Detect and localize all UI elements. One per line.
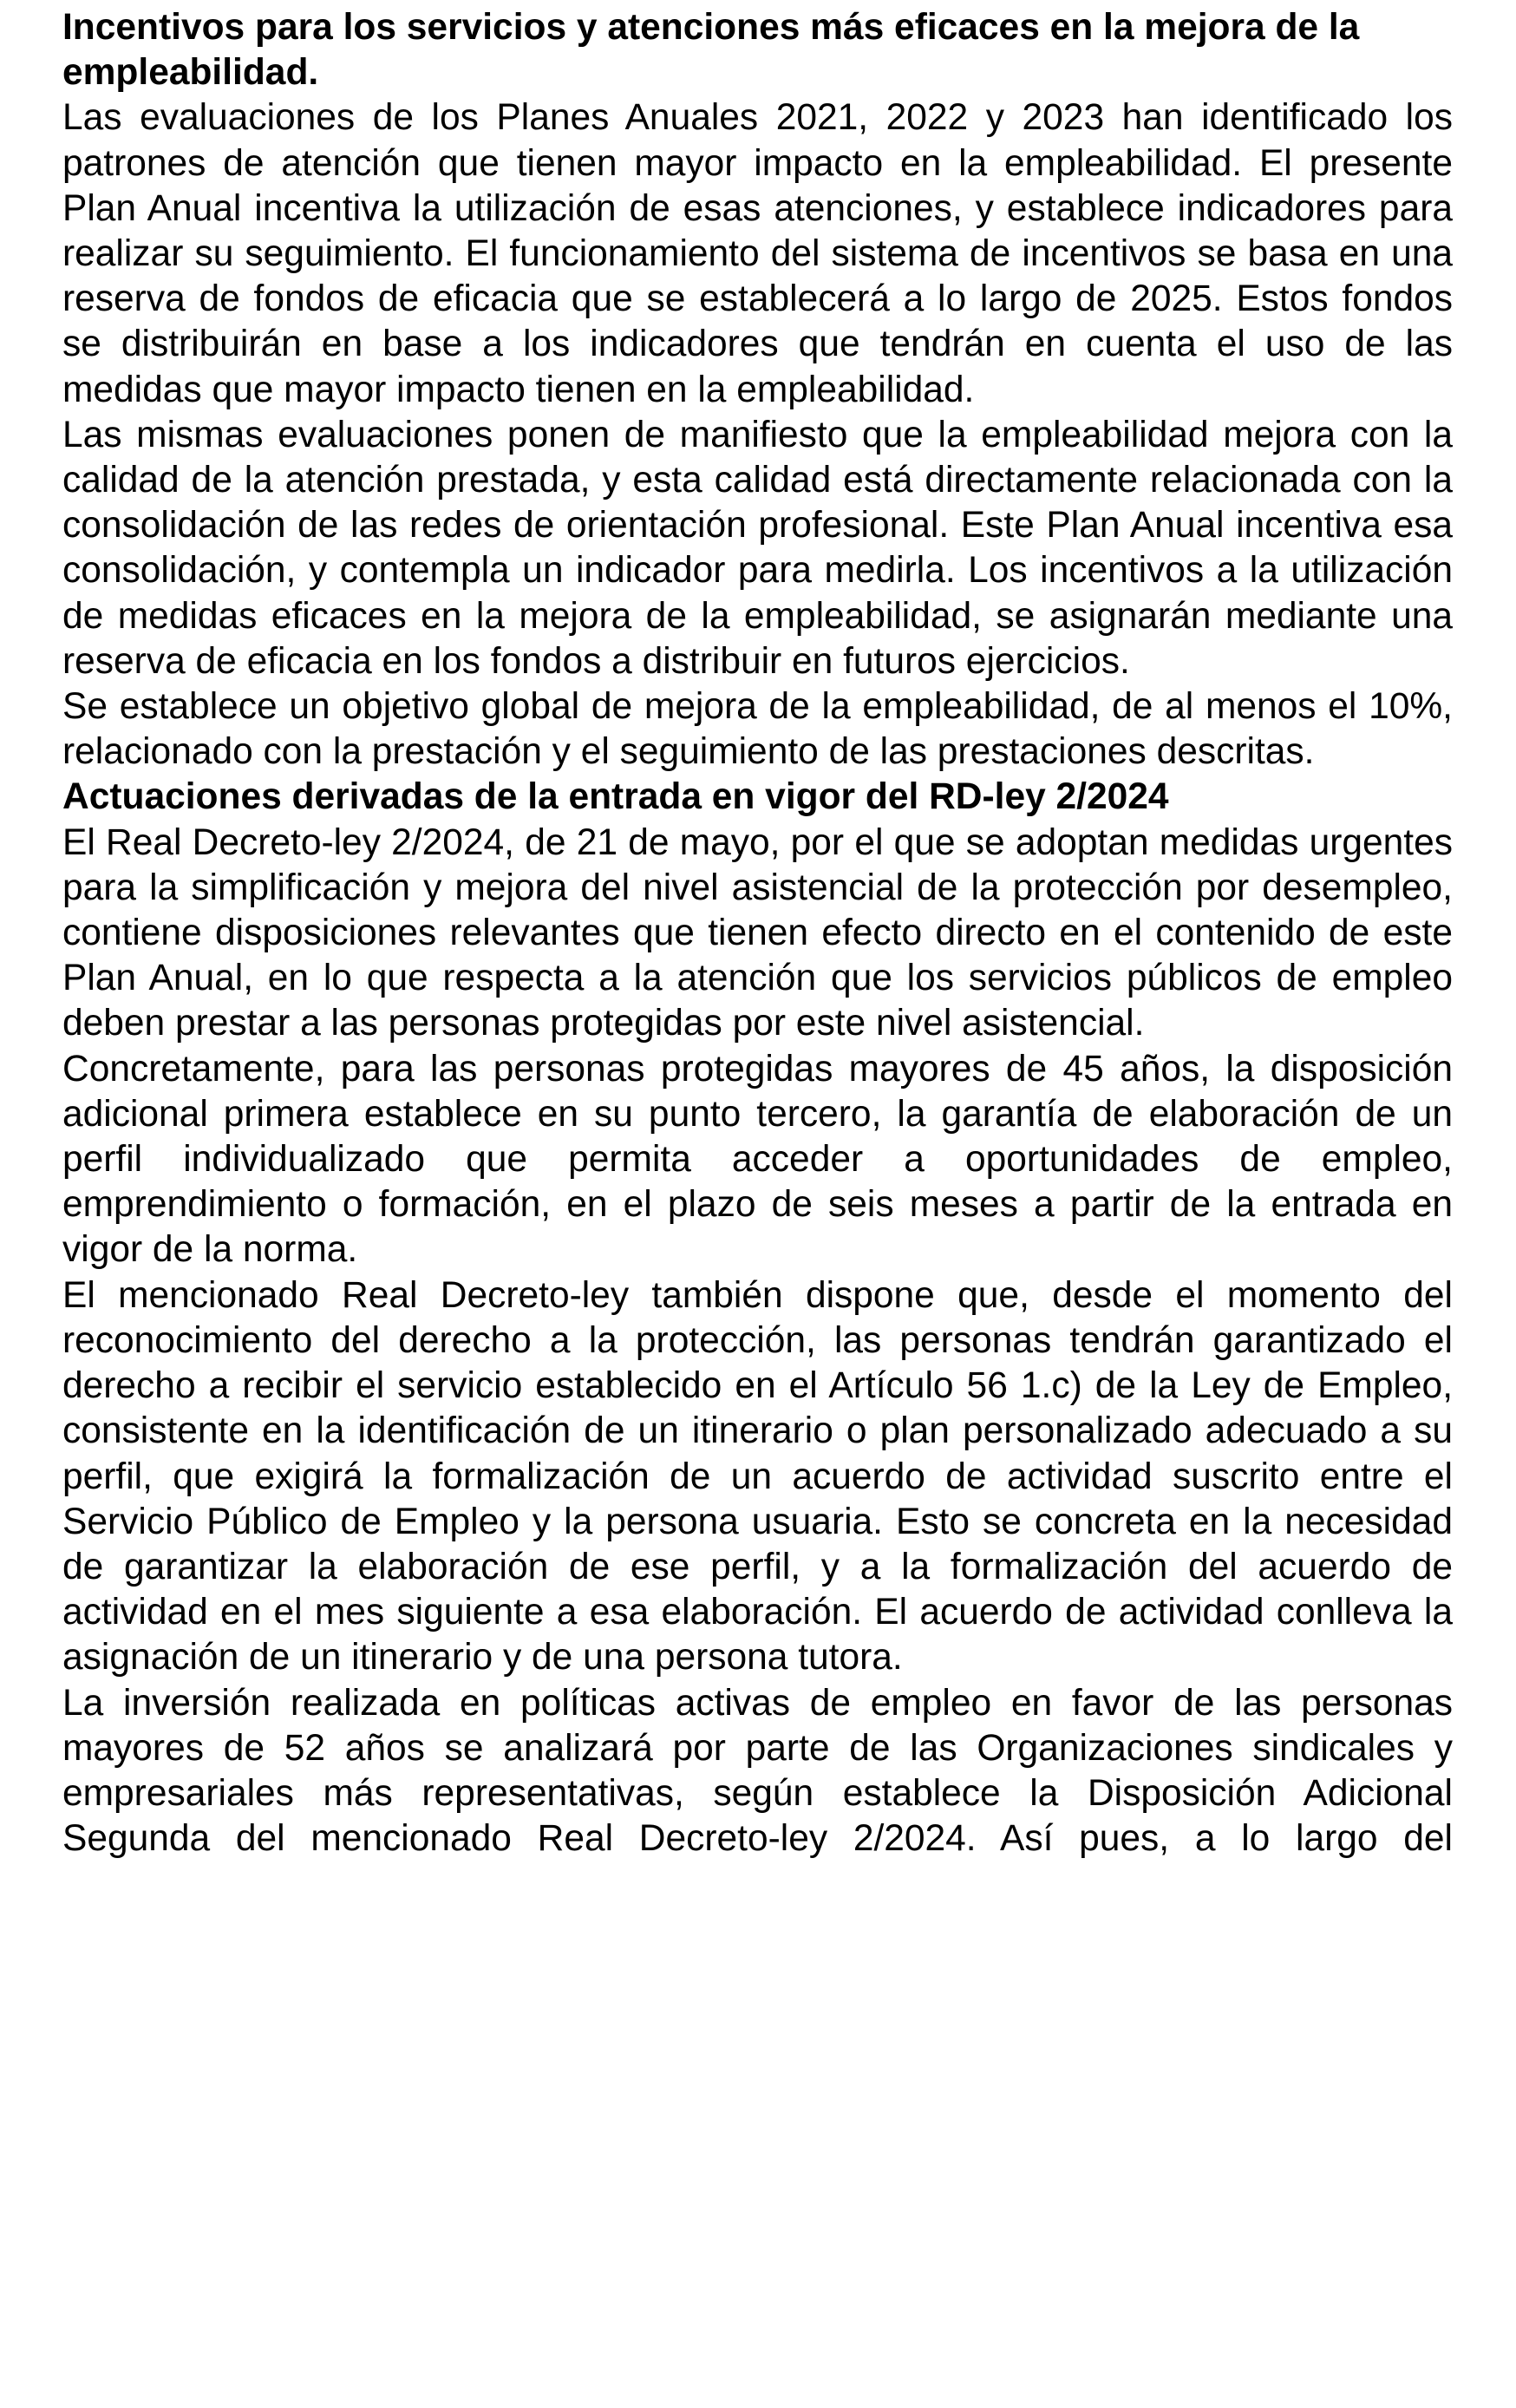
document-page xyxy=(62,5,1453,1862)
paragraph-objetivo-global: Se establece un objetivo global de mejora de la empleabilidad, de al menos el 10%, relacionado con la prestación y el seguimiento de las prestaciones descritas. xyxy=(62,686,1453,773)
paragraph-acuerdo-actividad: El mencionado Real Decreto-ley también dispone que, desde el momento del reconocimiento del derecho a la protección, las personas tendrán garantizado el derecho a recibir el servicio establecido en el Artículo 56 1.c) de la Ley de Empleo, consistente en la identificación de un itinerario o plan personalizado adecuado a su perfil, que exigirá la formalización de un acuerdo de actividad suscrito entre el Servicio Público de Empleo y la persona usuaria. Esto se concreta en la necesidad de garantizar la elaboración de ese perfil, y a la formalización del acuerdo de actividad en el mes siguiente a esa elaboración. El acuerdo de actividad conlleva la asignación de un itinerario y de una persona tutora. xyxy=(62,1274,1453,1678)
paragraph-mayores-45: Concretamente, para las personas protegidas mayores de 45 años, la disposición adicional primera establece en su punto tercero, la garantía de elaboración de un perfil individualizado que permita acceder a oportunidades de empleo, emprendimiento o formación, en el plazo de seis meses a partir de la entrada en vigor de la norma. xyxy=(62,1048,1453,1271)
paragraph-mayores-52: La inversión realizada en políticas activas de empleo en favor de las personas mayores de 52 años se analizará por parte de las Organizaciones sindicales y empresariales más representativas, según establece la Disposición Adicional Segunda del mencionado Real Decreto-ley 2/2024. Así pues, a lo largo del xyxy=(62,1682,1453,1860)
paragraph-calidad-atencion: Las mismas evaluaciones ponen de manifiesto que la empleabilidad mejora con la calidad de la atención prestada, y esta calidad está directamente relacionada con la consolidación de las redes de orientación profesional. Este Plan Anual incentiva esa consolidación, y contempla un indicador para medirla. Los incentivos a la utilización de medidas eficaces en la mejora de la empleabilidad, se asignarán mediante una reserva de eficacia en los fondos a distribuir en futuros ejercicios. xyxy=(62,414,1453,682)
section-heading-rd-ley: Actuaciones derivadas de la entrada en vigor del RD-ley 2/2024 xyxy=(62,776,1169,818)
section-heading-incentivos: Incentivos para los servicios y atenciones más eficaces en la mejora de la empleabilidad. xyxy=(62,7,1360,94)
paragraph-evaluaciones: Las evaluaciones de los Planes Anuales 2021, 2022 y 2023 han identificado los patrones de atención que tienen mayor impacto en la empleabilidad. El presente Plan Anual incentiva la utilización de esas atenciones, y establece indicadores para realizar su seguimiento. El funcionamiento del sistema de incentivos se basa en una reserva de fondos de eficacia que se establecerá a lo largo de 2025. Estos fondos se distribuirán en base a los indicadores que tendrán en cuenta el uso de las medidas que mayor impacto tienen en la empleabilidad. xyxy=(62,97,1453,410)
paragraph-real-decreto: El Real Decreto-ley 2/2024, de 21 de mayo, por el que se adoptan medidas urgentes para la simplificación y mejora del nivel asistencial de la protección por desempleo, contiene disposiciones relevantes que tienen efecto directo en el contenido de este Plan Anual, en lo que respecta a la atención que los servicios públicos de empleo deben prestar a las personas protegidas por este nivel asistencial. xyxy=(62,821,1453,1044)
